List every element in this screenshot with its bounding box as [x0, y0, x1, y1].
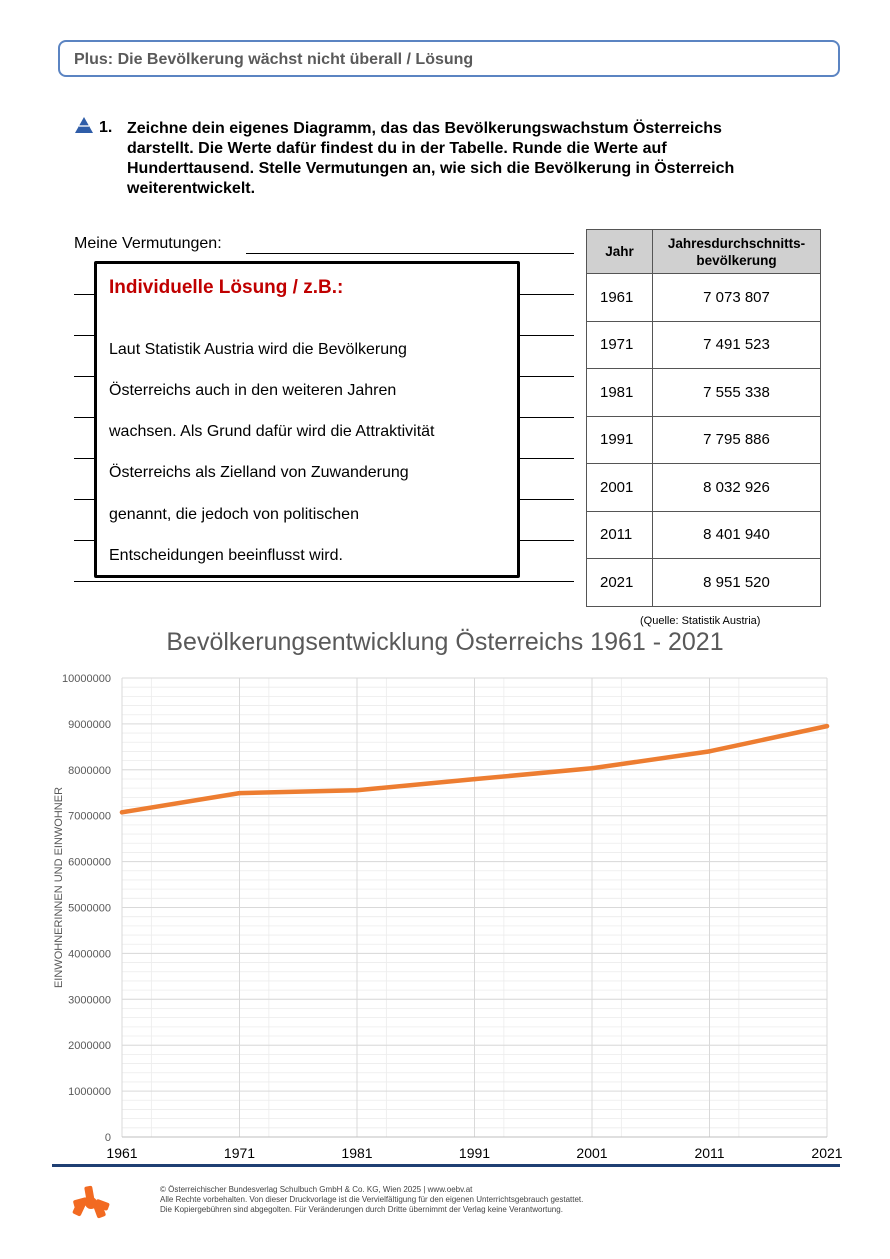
solution-line: Laut Statistik Austria wird die Bevölkerung	[109, 341, 407, 358]
chart-title: Bevölkerungsentwicklung Österreichs 1961 - 2021	[166, 628, 724, 656]
solution-title: Individuelle Lösung / z.B.:	[109, 277, 344, 298]
writing-line	[74, 581, 574, 582]
x-tick-label: 1961	[106, 1145, 138, 1160]
solution-line: genannt, die jedoch von politischen	[109, 506, 359, 523]
table-header-line: bevölkerung	[696, 252, 777, 268]
data-point	[590, 766, 594, 770]
table-cell-year: 1991	[587, 416, 653, 464]
table-cell-year: 2011	[587, 511, 653, 559]
y-tick-label: 3000000	[68, 994, 111, 1007]
x-tick-label: 1971	[223, 1145, 256, 1160]
footer-line: Die Kopiergebühren sind abgegolten. Für Veränderungen durch Dritte übernimmt der Verlag keine Verantwortung.	[160, 1205, 563, 1214]
task-number: 1.	[99, 119, 113, 136]
table-cell-year: 2001	[587, 464, 653, 512]
data-point	[237, 791, 241, 795]
population-chart	[0, 660, 890, 1160]
y-tick-label: 9000000	[68, 718, 111, 731]
y-tick-label: 4000000	[68, 948, 111, 961]
task-line: Zeichne dein eigenes Diagramm, das das Bevölkerungswachstum Österreichs	[127, 120, 722, 137]
header-title: Plus: Die Bevölkerung wächst nicht überall / Lösung	[74, 51, 474, 68]
table-header-row	[587, 230, 821, 274]
table-cell-value: 7 795 886	[653, 416, 821, 464]
footer-line: © Österreichischer Bundesverlag Schulbuch GmbH & Co. KG, Wien 2025 | www.oebv.at	[160, 1185, 473, 1194]
table-cell-year: 2021	[587, 559, 653, 607]
y-tick-label: 7000000	[68, 810, 111, 823]
footer-line: Alle Rechte vorbehalten. Von dieser Druckvorlage ist die Vervielfältigung für den eigenen Unterrichtsgebrauch gestattet.	[160, 1195, 584, 1204]
task-line: weiterentwickelt.	[127, 180, 256, 197]
x-tick-label: 1981	[341, 1145, 373, 1160]
y-tick-label: 0	[104, 1132, 111, 1144]
x-tick-label: 2021	[811, 1145, 843, 1160]
writing-line	[246, 253, 574, 254]
task-line: darstellt. Die Werte dafür findest du in der Tabelle. Runde die Werte auf	[127, 140, 667, 157]
table-cell-value: 7 073 807	[653, 274, 821, 322]
solution-line: Österreichs als Zielland von Zuwanderung	[109, 464, 409, 481]
solution-line: wachsen. Als Grund dafür wird die Attraktivität	[109, 423, 435, 440]
solution-box	[94, 261, 520, 578]
x-tick-label: 1991	[458, 1145, 491, 1160]
table-header-year: Jahr	[587, 230, 653, 274]
table-header-population	[653, 230, 821, 274]
y-tick-label: 2000000	[68, 1040, 111, 1053]
x-tick-label: 2011	[694, 1145, 725, 1160]
x-tick-label: 2001	[576, 1145, 608, 1160]
data-point	[120, 810, 124, 814]
table-cell-year: 1981	[587, 369, 653, 417]
data-point	[355, 788, 359, 792]
table-header-line: Jahresdurchschnitts-	[667, 235, 806, 251]
table-cell-value: 8 951 520	[653, 559, 821, 607]
data-point	[825, 724, 829, 728]
task-text	[127, 119, 827, 199]
y-tick-label: 1000000	[68, 1086, 111, 1099]
table-row	[587, 369, 821, 417]
table-cell-value: 7 491 523	[653, 321, 821, 369]
solution-line: Österreichs auch in den weiteren Jahren	[109, 382, 397, 399]
data-point	[707, 749, 711, 753]
footer-divider	[52, 1164, 840, 1167]
y-tick-label: 6000000	[68, 856, 111, 869]
table-row	[587, 559, 821, 607]
y-tick-label: 5000000	[68, 902, 111, 915]
y-tick-label: 8000000	[68, 764, 111, 777]
footer-text	[160, 1185, 583, 1215]
task-line: Hunderttausend. Stelle Vermutungen an, wie sich die Bevölkerung in Österreich	[127, 160, 735, 177]
table-cell-value: 8 401 940	[653, 511, 821, 559]
table-cell-value: 7 555 338	[653, 369, 821, 417]
table-row	[587, 321, 821, 369]
population-table	[586, 229, 821, 607]
table-row	[587, 416, 821, 464]
table-source: (Quelle: Statistik Austria)	[640, 615, 761, 627]
solution-line: Entscheidungen beeinflusst wird.	[109, 547, 343, 564]
table-row	[587, 511, 821, 559]
guesses-label: Meine Vermutungen:	[74, 235, 222, 252]
publisher-logo	[72, 1184, 110, 1222]
table-cell-year: 1961	[587, 274, 653, 322]
pyramid-icon	[74, 116, 94, 134]
data-point	[472, 777, 476, 781]
table-cell-year: 1971	[587, 321, 653, 369]
y-axis-label: EINWOHNERINNEN UND EINWOHNER	[53, 786, 65, 989]
table-row	[587, 274, 821, 322]
table-row	[587, 464, 821, 512]
table-cell-value: 8 032 926	[653, 464, 821, 512]
y-tick-label: 10000000	[62, 673, 111, 685]
header-box	[58, 40, 840, 77]
